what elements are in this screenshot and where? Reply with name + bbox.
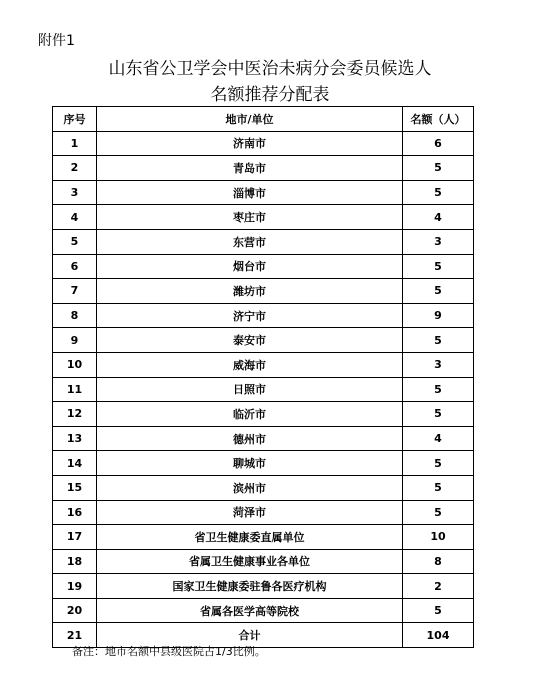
table-header-row [53,107,474,132]
cell-city-unit: 济南市 [97,131,403,156]
cell-city-unit: 聊城市 [97,451,403,476]
cell-quota: 2 [403,574,474,599]
cell-city-unit: 滨州市 [97,475,403,500]
cell-serial-number: 14 [53,451,97,476]
cell-quota: 5 [403,254,474,279]
header-quota: 名额（人） [403,107,474,132]
document-subtitle: 名额推荐分配表 [210,85,330,105]
cell-quota: 5 [403,180,474,205]
cell-serial-number: 4 [53,205,97,230]
cell-city-unit: 青岛市 [97,156,403,181]
table-row [53,623,474,648]
cell-city-unit: 省属卫生健康事业各单位 [97,549,403,574]
table-row [53,574,474,599]
table-row [53,180,474,205]
cell-quota: 5 [403,156,474,181]
table-row [53,451,474,476]
cell-city-unit: 威海市 [97,352,403,377]
cell-city-unit: 德州市 [97,426,403,451]
cell-serial-number: 20 [53,598,97,623]
cell-quota: 5 [403,475,474,500]
cell-quota: 5 [403,377,474,402]
cell-quota: 3 [403,352,474,377]
cell-city-unit: 东营市 [97,229,403,254]
table-row [53,352,474,377]
cell-serial-number: 11 [53,377,97,402]
cell-city-unit: 枣庄市 [97,205,403,230]
table-body [53,131,474,647]
table-row [53,475,474,500]
cell-city-unit: 合计 [97,623,403,648]
cell-quota: 5 [403,328,474,353]
table-row [53,377,474,402]
cell-city-unit: 潍坊市 [97,279,403,304]
cell-quota: 4 [403,426,474,451]
cell-serial-number: 3 [53,180,97,205]
table-row [53,525,474,550]
cell-city-unit: 临沂市 [97,402,403,427]
cell-quota: 10 [403,525,474,550]
quota-allocation-table [52,106,474,648]
cell-serial-number: 21 [53,623,97,648]
table-row [53,328,474,353]
cell-city-unit: 菏泽市 [97,500,403,525]
cell-city-unit: 淄博市 [97,180,403,205]
cell-serial-number: 1 [53,131,97,156]
cell-serial-number: 6 [53,254,97,279]
table-row [53,303,474,328]
table-row [53,205,474,230]
cell-quota: 3 [403,229,474,254]
cell-city-unit: 省卫生健康委直属单位 [97,525,403,550]
table-row [53,426,474,451]
cell-serial-number: 5 [53,229,97,254]
table-row [53,156,474,181]
cell-quota: 9 [403,303,474,328]
cell-quota: 5 [403,402,474,427]
cell-serial-number: 18 [53,549,97,574]
table-row [53,402,474,427]
cell-quota: 5 [403,598,474,623]
table-row [53,254,474,279]
table-row [53,229,474,254]
cell-serial-number: 15 [53,475,97,500]
cell-quota: 5 [403,451,474,476]
cell-serial-number: 13 [53,426,97,451]
cell-serial-number: 7 [53,279,97,304]
cell-city-unit: 泰安市 [97,328,403,353]
table-row [53,279,474,304]
cell-quota: 6 [403,131,474,156]
document-title: 山东省公卫学会中医治未病分会委员候选人 [108,59,432,79]
cell-serial-number: 10 [53,352,97,377]
cell-quota: 5 [403,500,474,525]
cell-quota: 5 [403,279,474,304]
cell-serial-number: 17 [53,525,97,550]
cell-quota: 104 [403,623,474,648]
cell-serial-number: 2 [53,156,97,181]
cell-city-unit: 济宁市 [97,303,403,328]
table-row [53,549,474,574]
footnote: 备注：地市名额中县级医院占1/3比例。 [72,645,266,658]
cell-quota: 8 [403,549,474,574]
cell-city-unit: 省属各医学高等院校 [97,598,403,623]
attachment-label: 附件1 [38,33,75,49]
cell-serial-number: 8 [53,303,97,328]
table-row [53,500,474,525]
cell-serial-number: 9 [53,328,97,353]
cell-serial-number: 12 [53,402,97,427]
table-row [53,131,474,156]
cell-serial-number: 16 [53,500,97,525]
cell-quota: 4 [403,205,474,230]
cell-city-unit: 国家卫生健康委驻鲁各医疗机构 [97,574,403,599]
table-row [53,598,474,623]
cell-city-unit: 日照市 [97,377,403,402]
header-city-unit: 地市/单位 [97,107,403,132]
cell-serial-number: 19 [53,574,97,599]
cell-city-unit: 烟台市 [97,254,403,279]
header-serial-number: 序号 [53,107,97,132]
